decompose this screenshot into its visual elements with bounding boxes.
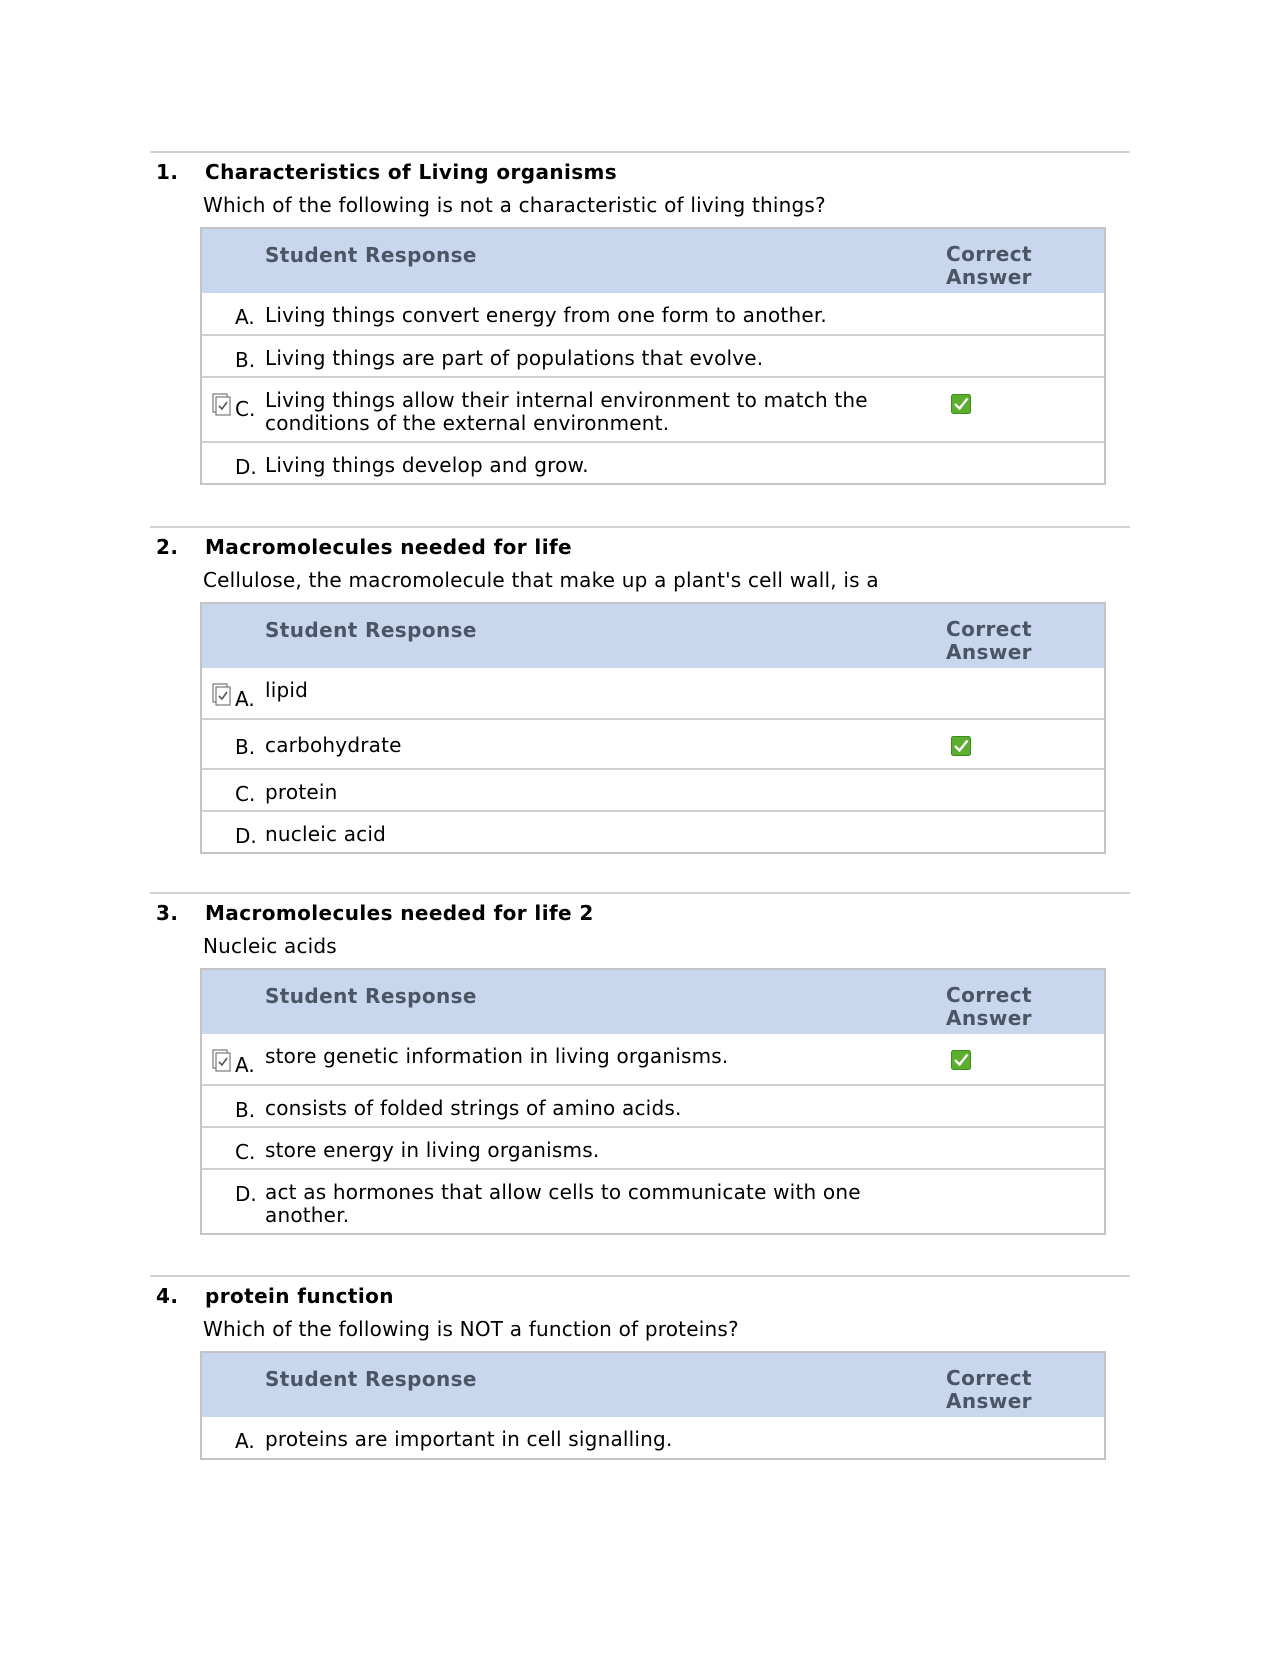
question-heading	[150, 901, 1130, 925]
question-4	[150, 1275, 1130, 1460]
question-title: protein function	[205, 1284, 394, 1308]
option-letter: A.	[235, 1053, 255, 1077]
question-title: Macromolecules needed for life	[205, 535, 573, 559]
option-text: lipid	[265, 678, 309, 702]
question-heading	[150, 535, 1130, 559]
response-table	[200, 227, 1106, 485]
student-response-icon	[212, 392, 232, 416]
response-table-header	[202, 970, 1104, 1034]
question-number: 1.	[156, 160, 179, 184]
option-text: store energy in living organisms.	[265, 1138, 600, 1162]
question-divider	[150, 151, 1130, 153]
response-table-header	[202, 604, 1104, 668]
correct-answer-header: Correct Answer	[946, 617, 1032, 664]
question-title: Characteristics of Living organisms	[205, 160, 618, 184]
option-text: act as hormones that allow cells to communicate with one another.	[265, 1180, 861, 1227]
option-text: nucleic acid	[265, 822, 387, 846]
option-text: Living things are part of populations that evolve.	[265, 346, 764, 370]
question-divider	[150, 526, 1130, 528]
option-letter: B.	[235, 348, 256, 372]
question-number: 4.	[156, 1284, 179, 1308]
option-row-a	[202, 668, 1104, 718]
student-response-header: Student Response	[265, 984, 477, 1008]
option-row-d	[202, 1168, 1104, 1233]
option-letter: A.	[235, 687, 255, 711]
option-row-a	[202, 293, 1104, 334]
option-row-b	[202, 334, 1104, 376]
question-divider	[150, 1275, 1130, 1277]
response-table-header	[202, 229, 1104, 293]
question-title: Macromolecules needed for life 2	[205, 901, 594, 925]
option-letter: B.	[235, 735, 256, 759]
option-row-a	[202, 1417, 1104, 1458]
green-check-icon	[951, 736, 971, 756]
option-row-d	[202, 441, 1104, 483]
question-3	[150, 892, 1130, 1235]
response-table	[200, 1351, 1106, 1460]
option-row-c	[202, 376, 1104, 441]
green-check-icon	[951, 394, 971, 414]
question-2	[150, 526, 1130, 854]
question-heading	[150, 1284, 1130, 1308]
question-number: 3.	[156, 901, 179, 925]
response-table	[200, 968, 1106, 1235]
question-prompt: Cellulose, the macromolecule that make up a plant's cell wall, is a	[203, 568, 879, 592]
student-response-header: Student Response	[265, 618, 477, 642]
option-row-b	[202, 718, 1104, 768]
student-response-icon	[212, 1048, 232, 1072]
option-letter: C.	[235, 1140, 256, 1164]
option-row-a	[202, 1034, 1104, 1084]
student-response-header: Student Response	[265, 243, 477, 267]
option-text: Living things develop and grow.	[265, 453, 589, 477]
option-text: proteins are important in cell signalling.	[265, 1427, 673, 1451]
option-letter: C.	[235, 782, 256, 806]
option-letter: C.	[235, 397, 256, 421]
question-number: 2.	[156, 535, 179, 559]
correct-answer-header: Correct Answer	[946, 1366, 1032, 1413]
student-response-header: Student Response	[265, 1367, 477, 1391]
option-letter: A.	[235, 305, 255, 329]
option-text: Living things allow their internal environment to match the conditions of the external environment.	[265, 388, 868, 435]
question-1	[150, 151, 1130, 485]
green-check-icon	[951, 1050, 971, 1070]
option-text: carbohydrate	[265, 733, 402, 757]
correct-answer-header: Correct Answer	[946, 983, 1032, 1030]
option-letter: D.	[235, 455, 257, 479]
option-text: store genetic information in living organisms.	[265, 1044, 729, 1068]
option-row-d	[202, 810, 1104, 852]
question-heading	[150, 160, 1130, 184]
option-row-b	[202, 1084, 1104, 1126]
student-response-icon	[212, 682, 232, 706]
response-table	[200, 602, 1106, 854]
response-table-header	[202, 1353, 1104, 1417]
question-divider	[150, 892, 1130, 894]
option-letter: B.	[235, 1098, 256, 1122]
question-prompt: Which of the following is NOT a function of proteins?	[203, 1317, 739, 1341]
option-row-c	[202, 768, 1104, 810]
option-letter: D.	[235, 1182, 257, 1206]
question-prompt: Which of the following is not a characteristic of living things?	[203, 193, 826, 217]
option-text: consists of folded strings of amino acids.	[265, 1096, 682, 1120]
option-text: protein	[265, 780, 338, 804]
option-letter: D.	[235, 824, 257, 848]
option-row-c	[202, 1126, 1104, 1168]
option-text: Living things convert energy from one form to another.	[265, 303, 827, 327]
option-letter: A.	[235, 1429, 255, 1453]
question-prompt: Nucleic acids	[203, 934, 337, 958]
correct-answer-header: Correct Answer	[946, 242, 1032, 289]
